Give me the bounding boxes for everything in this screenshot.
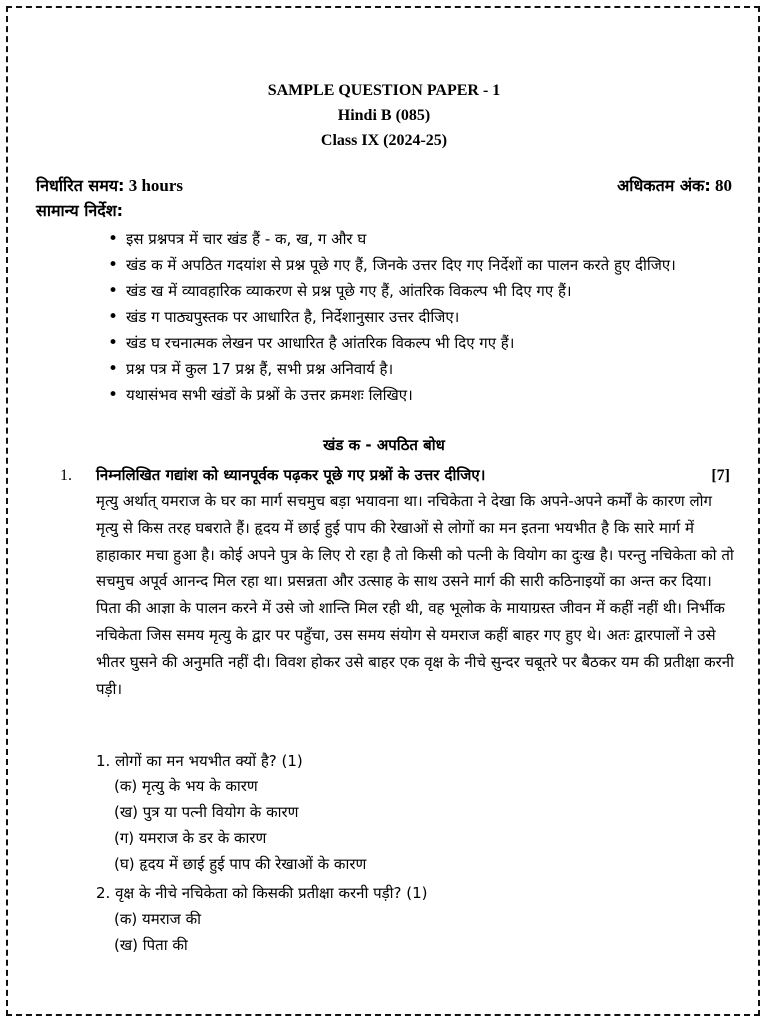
instruction-item: • खंड ग पाठ्यपुस्तक पर आधारित है, निर्देशानुसार उत्तर दीजिए। (108, 304, 738, 330)
paper-title: SAMPLE QUESTION PAPER - 1 (267, 82, 501, 99)
option: (क) यमराज की (114, 910, 201, 928)
subquestion: 1. लोगों का मन भयभीत क्यों है? (1) (96, 752, 303, 770)
section-title: खंड क - अपठित बोध (323, 436, 445, 454)
question-number: 1. (60, 467, 72, 484)
instruction-item: • यथासंभव सभी खंडों के प्रश्नों के उत्तर क्रमशः लिखिए। (108, 382, 738, 408)
subject-code: Hindi B (085) (337, 107, 431, 124)
marks-value: 80 (715, 176, 732, 195)
instruction-item: • प्रश्न पत्र में कुल 17 प्रश्न हैं, सभी प्रश्न अनिवार्य है। (108, 356, 738, 382)
time-allowed (36, 174, 183, 196)
option: (ग) यमराज के डर के कारण (114, 829, 267, 847)
instruction-item: • इस प्रश्नपत्र में चार खंड हैं - क, ख, ग और घ (108, 226, 738, 252)
instruction-item: • खंड घ रचनात्मक लेखन पर आधारित है आंतरिक विकल्प भी दिए गए हैं। (108, 330, 738, 356)
passage-text: मृत्यु अर्थात् यमराज के घर का मार्ग सचमुच बड़ा भयावना था। नचिकेता ने देखा कि अपने-अपने कर्मों के कारण लोग मृत्यु से किस तरह घबराते हैं। हृदय में छाई हुई पाप की रेखाओं से लोगों का मन इतना भयभीत है कि सारे मार्ग में हाहाकार मचा हुआ है। कोई अपने पुत्र के लिए रो रहा है तो किसी को पत्नी के वियोग का दुःख है। परन्तु नचिकेता को तो सचमुच अपूर्व आनन्द मिल रहा था। प्रसन्नता और उत्साह के साथ उसने मार्ग की सारी कठिनाइयों का अन्त कर दिया। पिता की आज्ञा के पालन करने में उसे जो शान्ति मिल रही थी, वह भूलोक के मायाग्रस्त जीवन में कहीं नहीं थी। निर्भीक नचिकेता जिस समय मृत्यु के द्वार पर पहुँचा, उस समय संयोग से यमराज कहीं बाहर गए हुए थे। अतः द्वारपालों ने उसे भीतर घुसने की अनुमति नहीं दी। विवश होकर उसे बाहर एक वृक्ष के नीचे सुन्दर चबूतरे पर बैठकर यम की प्रतीक्षा करनी पड़ी। (96, 492, 735, 698)
option: (क) मृत्यु के भय के कारण (114, 777, 258, 795)
instructions-list (108, 226, 738, 408)
question-title: निम्नलिखित गद्यांश को ध्यानपूर्वक पढ़कर पूछे गए प्रश्नों के उत्तर दीजिए। (96, 466, 486, 484)
subquestion: 2. वृक्ष के नीचे नचिकेता को किसकी प्रतीक्षा करनी पड़ी? (1) (96, 884, 428, 902)
option: (ख) पुत्र या पत्नी वियोग के कारण (114, 803, 299, 821)
instructions-heading: सामान्य निर्देश: (36, 201, 124, 220)
class-year: Class IX (2024-25) (320, 132, 448, 149)
instruction-item: • खंड ख में व्यावहारिक व्याकरण से प्रश्न पूछे गए हैं, आंतरिक विकल्प भी दिए गए हैं। (108, 278, 738, 304)
option: (घ) हृदय में छाई हुई पाप की रेखाओं के कारण (114, 855, 367, 873)
instruction-item: • खंड क में अपठित गदयांश से प्रश्न पूछे गए हैं, जिनके उत्तर दिए गए निर्देशों का पालन करते हुए दीजिए। (108, 252, 738, 278)
marks-label: अधिकतम अंक: (617, 176, 711, 195)
question-marks: [7] (711, 467, 730, 484)
option: (ख) पिता की (114, 936, 188, 954)
time-label: निर्धारित समय: (36, 176, 125, 195)
time-value: 3 hours (128, 176, 184, 195)
max-marks (617, 174, 732, 196)
